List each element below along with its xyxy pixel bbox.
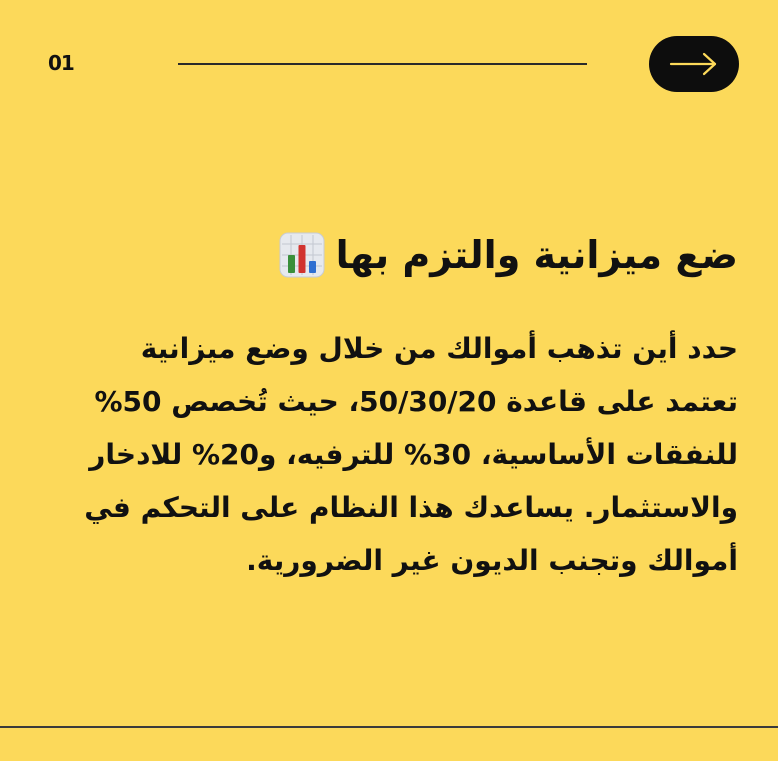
top-divider <box>178 63 587 65</box>
page-number: 01 <box>48 51 74 75</box>
body-line: حدد أين تذهب أموالك من خلال وضع ميزانية <box>140 332 738 365</box>
bottom-divider <box>0 726 778 728</box>
arrow-right-icon <box>668 52 720 76</box>
slide-title: ضع ميزانية والتزم بها <box>335 233 738 277</box>
body-line: والاستثمار. يساعدك هذا النظام على التحكم في <box>84 491 738 524</box>
next-button[interactable] <box>649 36 739 92</box>
body-line: تعتمد على قاعدة 50/30/20، حيث تُخصص 50% <box>94 385 738 418</box>
body-line: أموالك وتجنب الديون غير الضرورية. <box>246 544 738 577</box>
body-line: للنفقات الأساسية، 30% للترفيه، و20% للادخار <box>89 438 738 471</box>
body-text <box>38 322 738 587</box>
bar-chart-icon <box>278 231 326 279</box>
headline <box>278 226 738 284</box>
